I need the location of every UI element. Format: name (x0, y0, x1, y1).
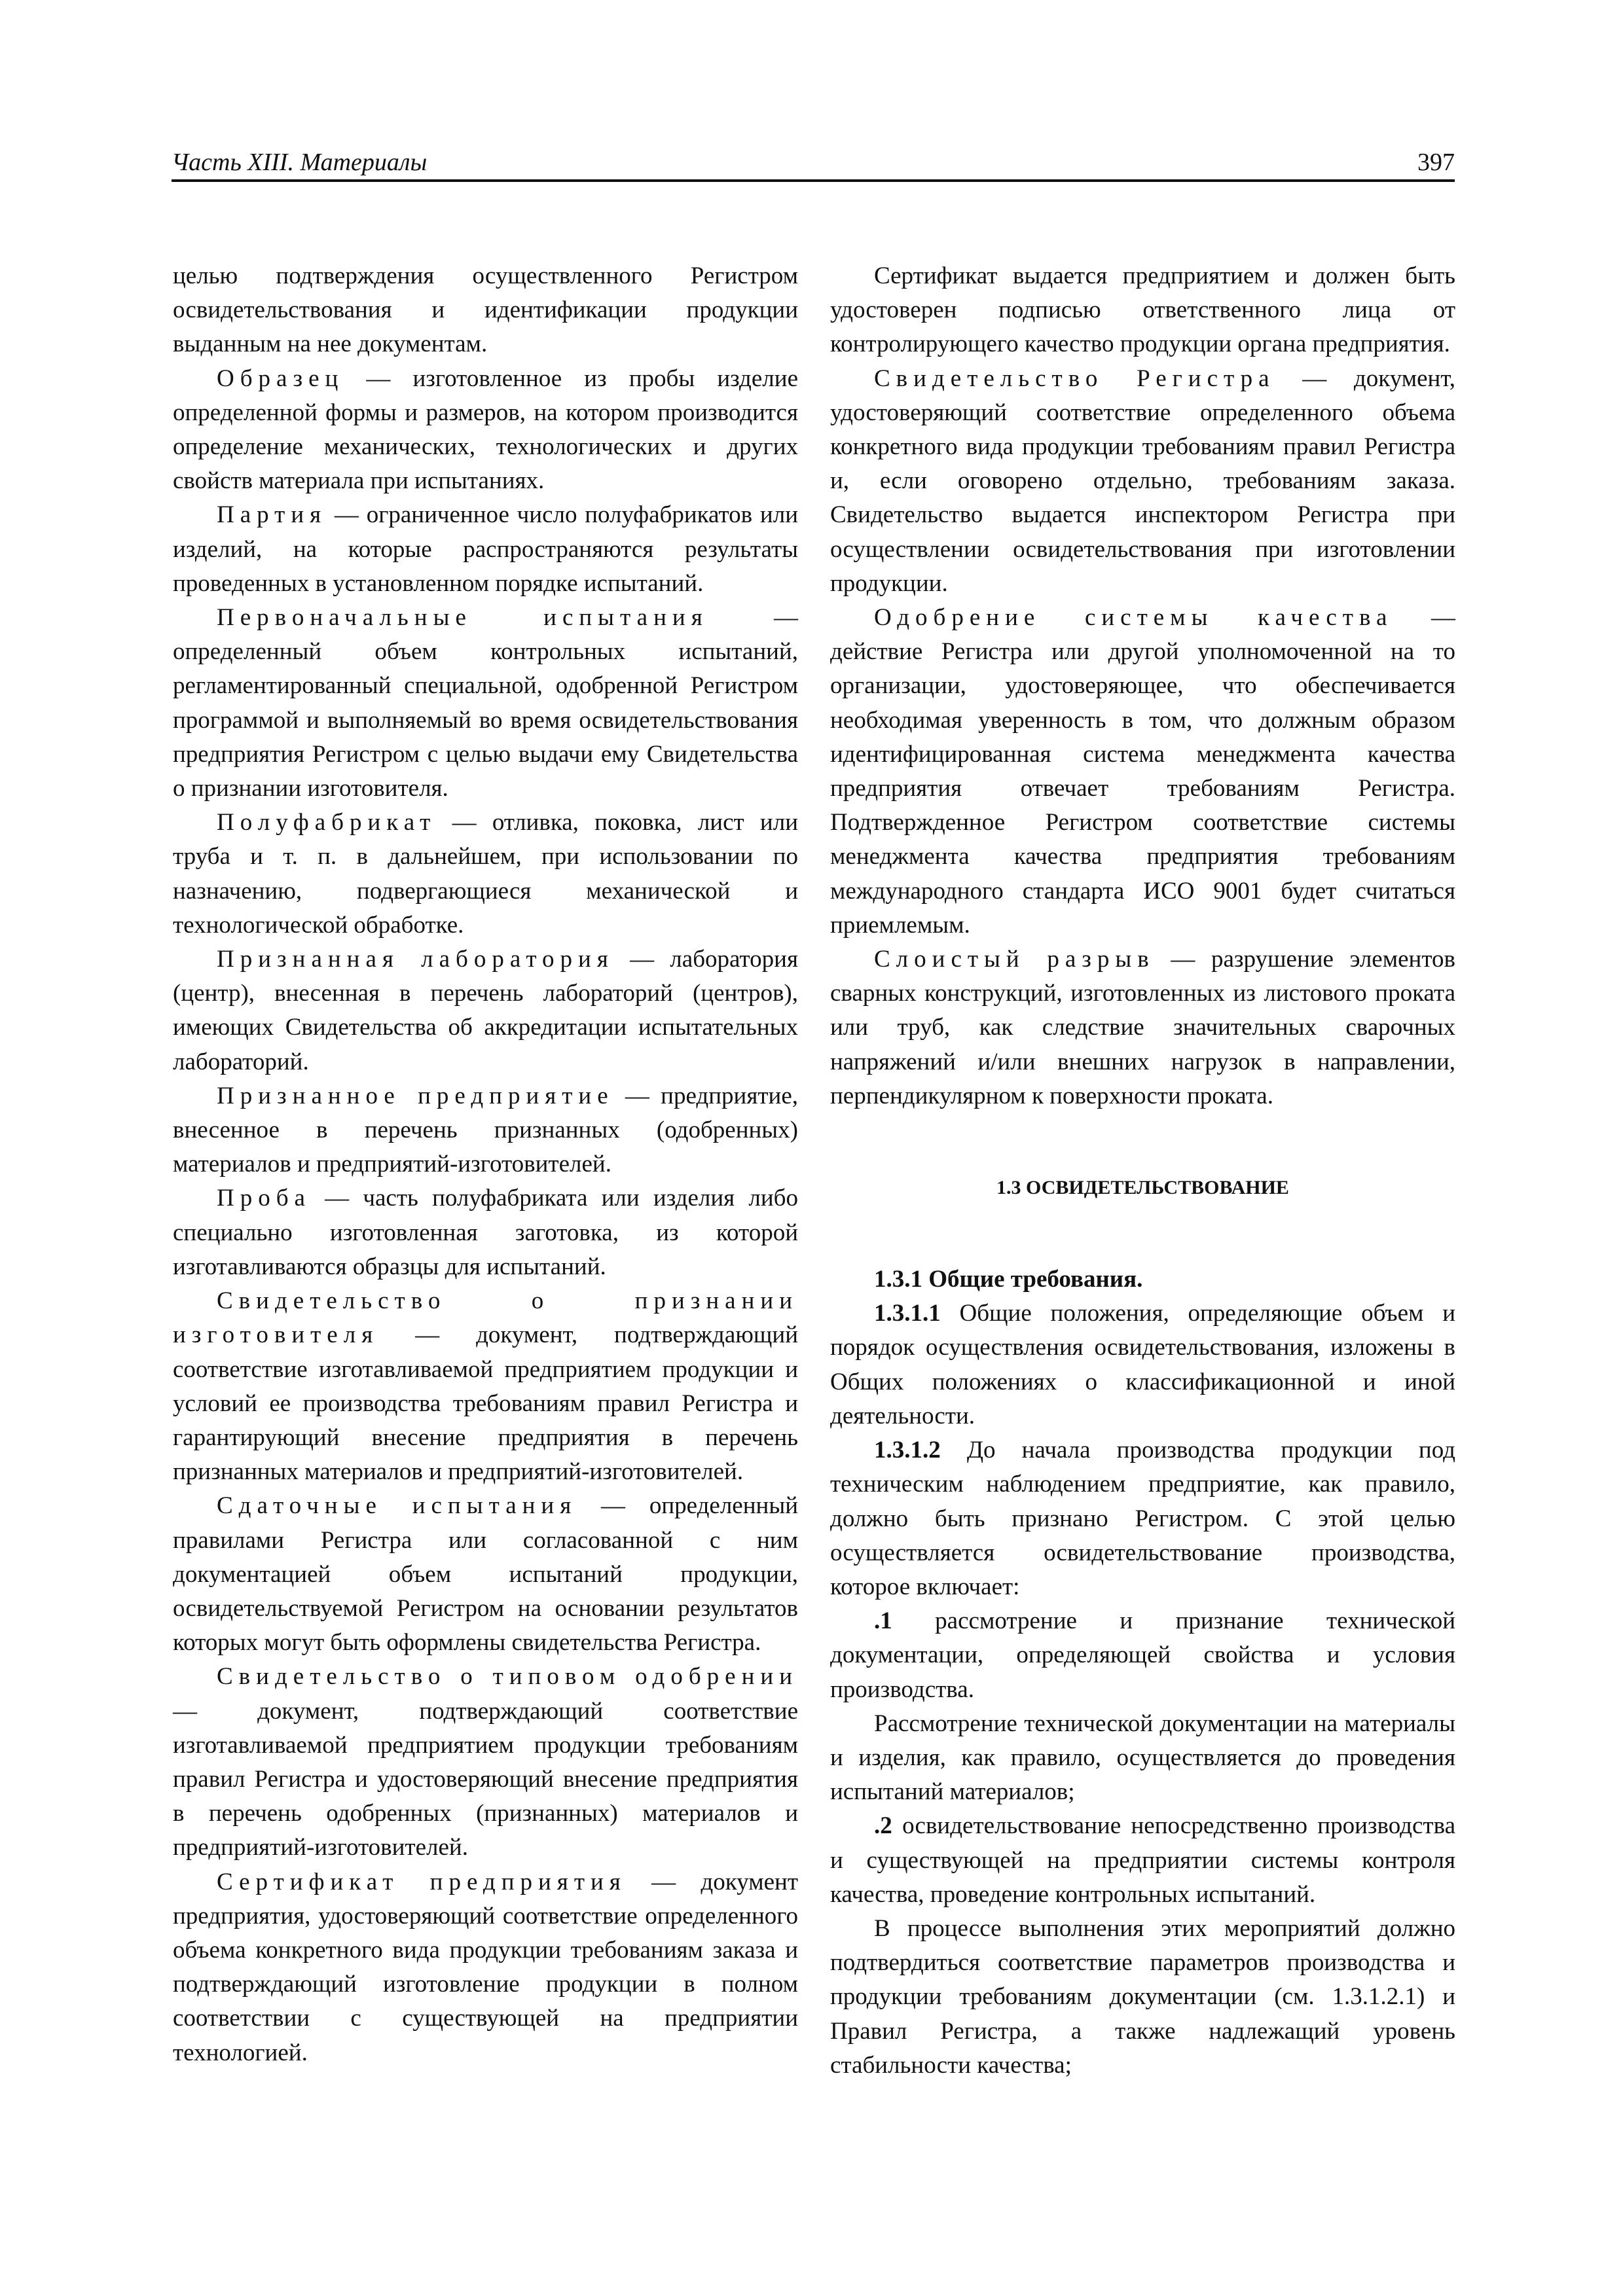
paragraph-text: — документ, удостоверяющий соответствие определенного объема конкретного вида продукции требованиям правил Регистра и, если оговорено отдельно, требованиям заказа. Свидетельство выдается инспектором Регистра при осуществлении освидетельствования при изготовлении продукции. (830, 365, 1455, 597)
definition-term: Проба (217, 1185, 311, 1212)
definition-term: Сертификат предприятия (217, 1868, 627, 1895)
paragraph-text: — изготовленное из пробы изделие определенной формы и размеров, на котором производится определение механических, технологических и других свойств материала при испытаниях. (173, 365, 798, 495)
clause-number: .1 (874, 1607, 892, 1635)
paragraph-text: целью подтверждения осуществленного Регистром освидетельствования и идентификации продукции выданным на нее документам. (173, 262, 798, 358)
paragraph-text: — документ предприятия, удостоверяющий соответствие определенного объема конкретного вида продукции требованиям заказа и подтверждающий изготовление продукции в полном соответствии с существующей на предприятии технологией. (173, 1868, 798, 2066)
definition-term: Свидетельство Регистра (874, 365, 1275, 392)
paragraph (173, 1865, 798, 2070)
paragraph (173, 1284, 798, 1489)
paragraph (173, 1181, 798, 1284)
paragraph (173, 1489, 798, 1660)
paragraph-text: освидетельствование непосредственно производства и существующей на предприятии системы контроля качества, проведение контрольных испытаний. (830, 1812, 1455, 1908)
paragraph-text: До начала производства продукции под техническим наблюдением предприятие, как правило, должно быть признано Регистром. С этой целью осуществляется освидетельствование производства, которое включает: (830, 1437, 1455, 1600)
paragraph (830, 362, 1455, 601)
paragraph (173, 259, 798, 362)
paragraph (830, 1263, 1455, 1297)
paragraph-text: — документ, подтверждающий соответствие изготавливаемой предприятием продукции и условий ее производства требованиям правил Регистра и гарантирующий внесение предприятия в перечень признанных материалов и предприятий-изготовителей. (173, 1321, 798, 1486)
definition-term: Одобрение системы качества (874, 604, 1393, 632)
definition-term: Свидетельство о признании изготовителя (173, 1287, 798, 1349)
paragraph-text: В процессе выполнения этих мероприятий должно подтвердиться соответствие параметров производства и продукции требованиям документации (см. 1.3.1.2.1) и Правил Регистра, а также надлежащий уровень стабильности качества; (830, 1914, 1455, 2079)
paragraph (830, 1809, 1455, 1912)
paragraph (830, 942, 1455, 1113)
paragraph (830, 1912, 1455, 2083)
paragraph (830, 601, 1455, 942)
paragraph-text: — определенный объем контрольных испытаний, регламентированный специальной, одобренной Регистром программой и выполняемый во время освидетельствования предприятия Регистром с целью выдачи ему Свидетельства о признании изготовителя. (173, 604, 798, 802)
paragraph-text: — документ, подтверждающий соответствие изготавливаемой предприятием продукции требованиям правил Регистра и удостоверяющий внесение предприятия в перечень одобренных (признанных) материалов и предприятий-изготовителей. (173, 1697, 798, 1861)
definition-term: Признанная лаборатория (217, 946, 614, 973)
paragraph (830, 259, 1455, 362)
paragraph (173, 1079, 798, 1182)
definition-term: Признанное предприятие (217, 1082, 614, 1109)
paragraph-text: Общие положения, определяющие объем и порядок осуществления освидетельствования, изложены в Общих положениях о классификационной и иной деятельности. (830, 1300, 1455, 1429)
paragraph (173, 601, 798, 806)
clause-number: 1.3.1.1 (874, 1300, 941, 1327)
paragraph (830, 1297, 1455, 1433)
page-header (172, 145, 1455, 182)
paragraph (830, 1707, 1455, 1810)
paragraph-text: Сертификат выдается предприятием и должен быть удостоверен подписью ответственного лица от контролирующего качество продукции органа предприятия. (830, 262, 1455, 358)
definition-term: Образец (217, 365, 344, 392)
definition-term: Полуфабрикат (217, 809, 437, 836)
paragraph (830, 1433, 1455, 1604)
paragraph-text: Рассмотрение технической документации на материалы и изделия, как правило, осуществляется до проведения испытаний материалов; (830, 1710, 1455, 1806)
paragraph (173, 1660, 798, 1865)
right-column (830, 259, 1455, 2083)
paragraph-text: — определенный правилами Регистра или согласованной с ним документацией объем испытаний продукции, освидетельствуемой Регистром на основании результатов которых могут быть оформлены свидетельства Регистра. (173, 1492, 798, 1657)
definition-term: Партия (217, 501, 327, 529)
paragraph-text: — ограниченное число полуфабрикатов или изделий, на которые распространяются результаты проведенных в установленном порядке испытаний. (173, 501, 798, 597)
paragraph (173, 806, 798, 942)
section-title: 1.3 ОСВИДЕТЕЛЬСТВОВАНИЕ (996, 1177, 1289, 1199)
paragraph-text: — разрушение элементов сварных конструкций, изготовленных из листового проката или труб, как следствие значительных сварочных напряжений и/или внешних нагрузок в направлении, перпендикулярном к поверхности проката. (830, 946, 1455, 1109)
paragraph (173, 942, 798, 1079)
clause-number: .2 (874, 1812, 892, 1840)
paragraph-text: — часть полуфабриката или изделия либо специально изготовленная заготовка, из которой изготавливаются образцы для испытаний. (173, 1185, 798, 1280)
paragraph-text: рассмотрение и признание технической документации, определяющей свойства и условия производства. (830, 1607, 1455, 1703)
paragraph (173, 498, 798, 601)
paragraph-text: — действие Регистра или другой уполномоченной на то организации, удостоверяющее, что обеспечивается необходимая уверенность в том, что должным образом идентифицированная система менеджмента качества предприятия отвечает требованиям Регистра. Подтвержденное Регистром соответствие системы менеджмента качества предприятия требованиям международного стандарта ИСО 9001 будет считаться приемлемым. (830, 604, 1455, 939)
definition-term: Первоначальные испытания (217, 604, 708, 632)
paragraph (830, 1604, 1455, 1707)
paragraph (173, 362, 798, 499)
definition-term: Свидетельство о типовом одобрении (217, 1663, 798, 1691)
running-title: Часть XIII. Материалы (172, 149, 428, 176)
paragraph-text: — отливка, поковка, лист или труба и т. п. в дальнейшем, при использовании по назначению, подвергающиеся механической и технологической обработке. (173, 809, 798, 939)
left-column (173, 259, 798, 2070)
paragraph-text: — лаборатория (центр), внесенная в перечень лабораторий (центров), имеющих Свидетельства об аккредитации испытательных лабораторий. (173, 946, 798, 1075)
clause-number: 1.3.1 Общие требования. (874, 1266, 1143, 1293)
definition-term: Слоистый разрыв (874, 946, 1155, 973)
clause-number: 1.3.1.2 (874, 1437, 941, 1464)
page-number: 397 (1417, 149, 1455, 176)
paragraph-text: — предприятие, внесенное в перечень признанных (одобренных) материалов и предприятий-изготовителей. (173, 1082, 798, 1178)
definition-term: Сдаточные испытания (217, 1492, 577, 1520)
